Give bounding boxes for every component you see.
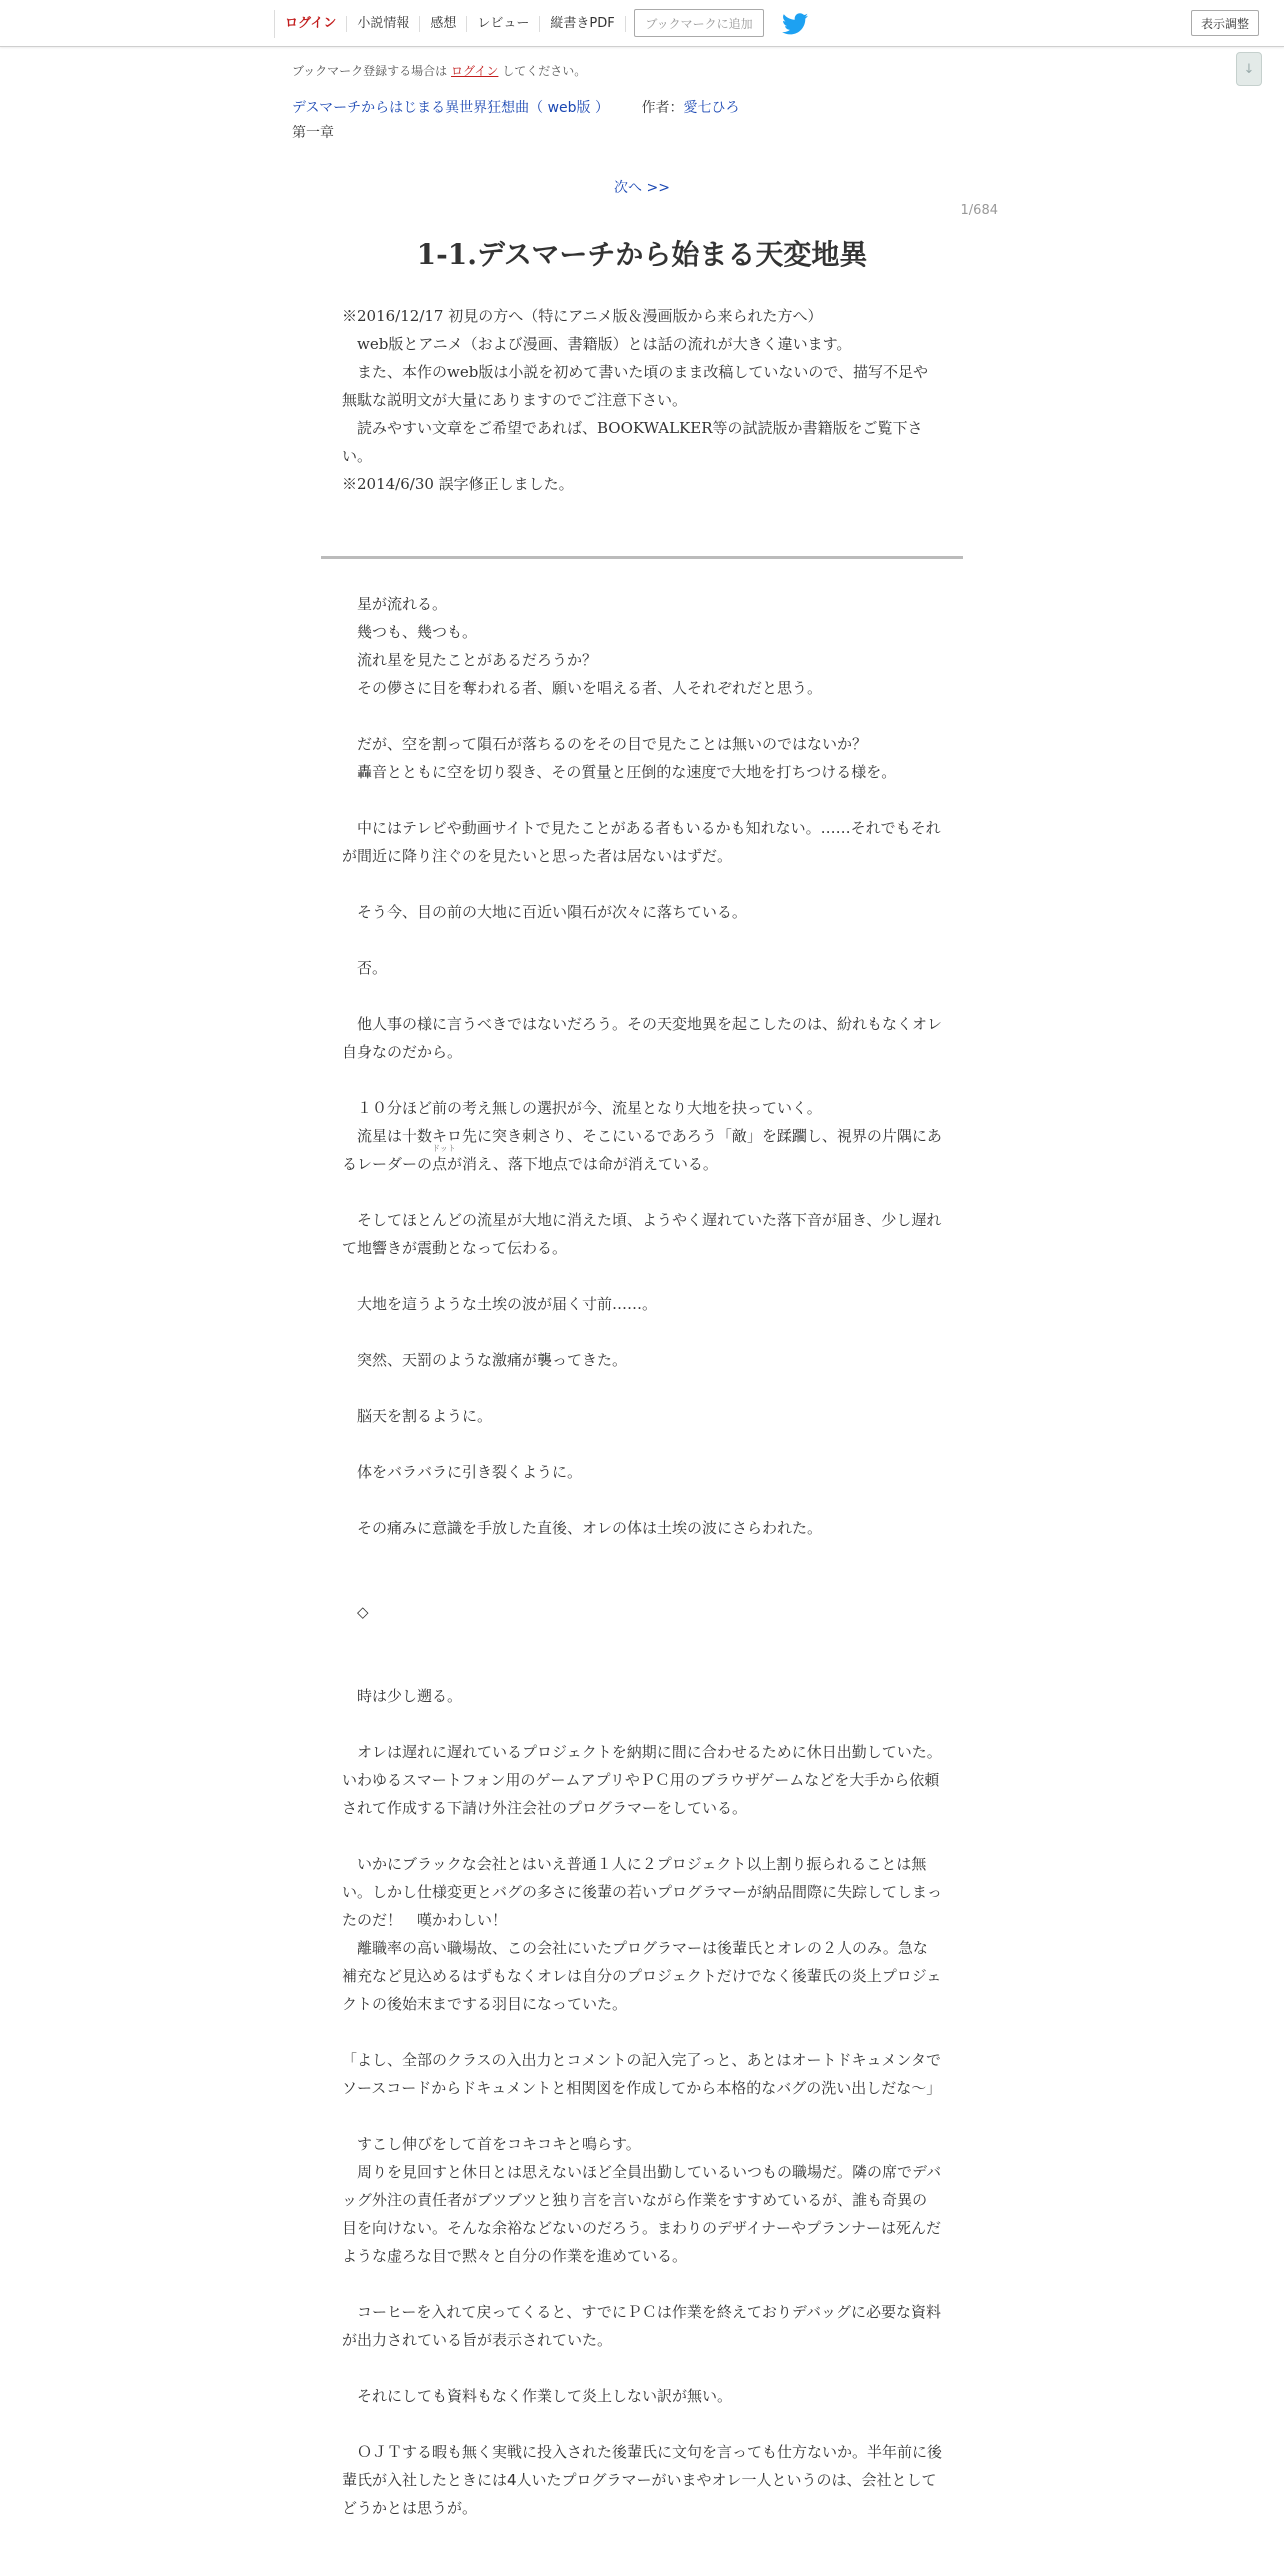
ruby-line-after: が消え、落下地点では命が消えている。 (447, 1155, 718, 1173)
body-line (342, 870, 942, 898)
body-line: その儚さに目を奪われる者、願いを唱える者、人それぞれだと思う。 (342, 679, 823, 697)
body-line (342, 2354, 942, 2382)
ruby-reading: ドット (432, 1144, 456, 1153)
body-line (342, 1374, 942, 1402)
body-line: いかにブラックな会社とはいえ普通１人に２プロジェクト以上割り振られることは無い。しかし仕様変更とバグの多さに後輩の若いプログラマーが納品間際に失踪してしまったのだ！ 嘆かわしい！ (342, 1855, 943, 1929)
body-line: その痛みに意識を手放した直後、オレの体は土埃の波にさらわれた。 (342, 1519, 823, 1537)
body-line: 星が流れる。 (342, 595, 448, 613)
body-line (342, 1430, 942, 1458)
preface (342, 302, 942, 498)
notice-suffix: してください。 (502, 64, 587, 78)
body-line: 流れ星を見たことがあるだろうか？ (342, 651, 598, 669)
twitter-bird-icon[interactable] (782, 13, 808, 35)
author-link[interactable]: 愛七ひろ (683, 100, 740, 116)
nav-novel-info-link[interactable]: 小説情報 (347, 16, 420, 32)
display-settings-button[interactable]: 表示調整 (1191, 10, 1259, 36)
body-line: ＯＪＴする暇も無く実戦に投入された後輩氏に文句を言っても仕方ないか。半年前に後輩氏が入社したときには4人いたプログラマーがいまやオレ一人というのは、会社としてどうかとは思うが。 (342, 2443, 943, 2517)
body-line (342, 2102, 942, 2130)
body-line (342, 702, 942, 730)
series-title-link[interactable]: デスマーチからはじまる異世界狂想曲（ web版 ） (292, 100, 610, 116)
body-line (342, 2018, 942, 2046)
body-line: すこし伸びをして首をコキコキと鳴らす。 (342, 2135, 641, 2153)
body-line (342, 982, 942, 1010)
preface-line: ※2014/6/30 誤字修正しました。 (342, 475, 574, 493)
body-line (342, 926, 942, 954)
author-label: 作者： (641, 100, 684, 116)
body-line: それにしても資料もなく作業して炎上しない訳が無い。 (342, 2387, 733, 2405)
preface-line: web版とアニメ（および漫画、書籍版）とは話の流れが大きく違います。 (342, 335, 852, 353)
body-line (342, 1570, 942, 1598)
body-line: そしてほとんどの流星が大地に消えた頃、ようやく遅れていた落下音が届き、少し遅れて地響きが震動となって伝わる。 (342, 1211, 942, 1257)
preface-line: ※2016/12/17 初見の方へ（特にアニメ版＆漫画版から来られた方へ） (342, 307, 823, 325)
body-line: 他人事の様に言うべきではないだろう。その天変地異を起こしたのは、紛れもなくオレ自身なのだから。 (342, 1015, 943, 1061)
body-line: １０分ほど前の考え無しの選択が今、流星となり大地を抉っていく。 (342, 1099, 822, 1117)
body-line: 時は少し遡る。 (342, 1687, 463, 1705)
preface-line: また、本作のweb版は小説を初めて書いた頃のまま改稿していないので、描写不足や無駄な説明文が大量にありますのでご注意下さい。 (342, 363, 929, 409)
body-line: ◇ (342, 1603, 369, 1621)
body-line: 幾つも、幾つも。 (342, 623, 478, 641)
body-line: 轟音とともに空を切り裂き、その質量と圧倒的な速度で大地を打ちつける様を。 (342, 763, 897, 781)
body-line (342, 1262, 942, 1290)
notice-login-link[interactable]: ログイン (451, 64, 499, 78)
body-line (342, 1066, 942, 1094)
body-line: 否。 (342, 959, 388, 977)
series-line (292, 97, 739, 117)
body-line (342, 1542, 942, 1570)
chapter-title: 第一章 (292, 125, 334, 141)
body-line: コーヒーを入れて戻ってくると、すでにＰＣは作業を終えておりデバッグに必要な資料が出力されている旨が表示されていた。 (342, 2303, 941, 2349)
body-line (342, 1654, 942, 1682)
body-line: だが、空を割って隕石が落ちるのをその目で見たことは無いのではないか？ (342, 735, 868, 753)
nav-impressions-link[interactable]: 感想 (420, 16, 467, 32)
body-line (342, 2270, 942, 2298)
body-line (342, 2410, 942, 2438)
page-number: 1/684 (960, 203, 998, 218)
body-line: 周りを見回すと休日とは思えないほど全員出勤しているいつもの職場だ。隣の席でデバッグ外注の責任者がブツブツと独り言を言いながら作業をすすめているが、誰も奇異の目を向けない。そんな余裕などないのだろう。まわりのデザイナーやプランナーは死んだような虚ろな目で黙々と自分の作業を進めている。 (342, 2163, 942, 2265)
body-line (342, 1318, 942, 1346)
body-line: 離職率の高い職場故、この会社にいたプログラマーは後輩氏とオレの２人のみ。急な補充など見込めるはずもなくオレは自分のプロジェクトだけでなく後輩氏の炎上プロジェクトの後始末までする羽目になっていた。 (342, 1939, 942, 2013)
body-line: 体をバラバラに引き裂くように。 (342, 1463, 583, 1481)
nav-review-link[interactable]: レビュー (467, 16, 540, 32)
body-line (342, 1710, 942, 1738)
ruby-base: 点 (432, 1155, 448, 1173)
body-line (342, 786, 942, 814)
ruby-line-before: 流星は十数キロ先に突き刺さり、そこにいるであろう「敵」を蹂躙し、視界の片隅にあるレーダーの (342, 1127, 942, 1173)
episode-title: 1-1.デスマーチから始まる天変地異 (416, 238, 868, 271)
body-line: 突然、天罰のような激痛が襲ってきた。 (342, 1351, 628, 1369)
body-line (342, 1626, 942, 1654)
preface-line: 読みやすい文章をご希望であれば、BOOKWALKER等の試読版か書籍版をご覧下さい。 (342, 419, 923, 465)
body-line (342, 1486, 942, 1514)
bookmark-login-notice (292, 62, 586, 79)
preface-divider (321, 556, 963, 559)
body-line: 脳天を割るように。 (342, 1407, 493, 1425)
next-episode-link[interactable]: 次へ >> (614, 180, 670, 196)
body-line: そう今、目の前の大地に百近い隕石が次々に落ちている。 (342, 903, 747, 921)
next-episode-nav (0, 177, 1284, 197)
notice-prefix: ブックマーク登録する場合は (292, 64, 448, 78)
body-line: 大地を這うような土埃の波が届く寸前……。 (342, 1295, 658, 1313)
nav-vertical-pdf-link[interactable]: 縦書きPDF (540, 16, 625, 32)
body-line: 中にはテレビや動画サイトで見たことがある者もいるかも知れない。……それでもそれが間近に降り注ぐのを見たいと思った者は居ないはずだ。 (342, 819, 941, 865)
nav-list (274, 10, 626, 38)
body-line (342, 1178, 942, 1206)
novel-body (342, 590, 942, 2522)
body-line: 「よし、全部のクラスの入出力とコメントの記入完了っと、あとはオートドキュメンタでソースコードからドキュメントと相関図を作成してから本格的なバグの洗い出しだな～」 (342, 2051, 942, 2097)
body-line: オレは遅れに遅れているプロジェクトを納期に間に合わせるために休日出勤していた。いわゆるスマートフォン用のゲームアプリやＰＣ用のブラウザゲームなどを大手から依頼されて作成する下請け外注会社のプログラマーをしている。 (342, 1743, 942, 1817)
add-bookmark-button[interactable]: ブックマークに追加 (634, 9, 764, 37)
ruby-annotation (432, 1144, 456, 1173)
body-line (342, 1822, 942, 1850)
top-navigation-bar (0, 0, 1284, 47)
nav-login-link[interactable]: ログイン (275, 16, 347, 32)
scroll-down-tab[interactable]: ↓ (1236, 52, 1262, 86)
body-line-with-ruby (342, 1122, 942, 1178)
